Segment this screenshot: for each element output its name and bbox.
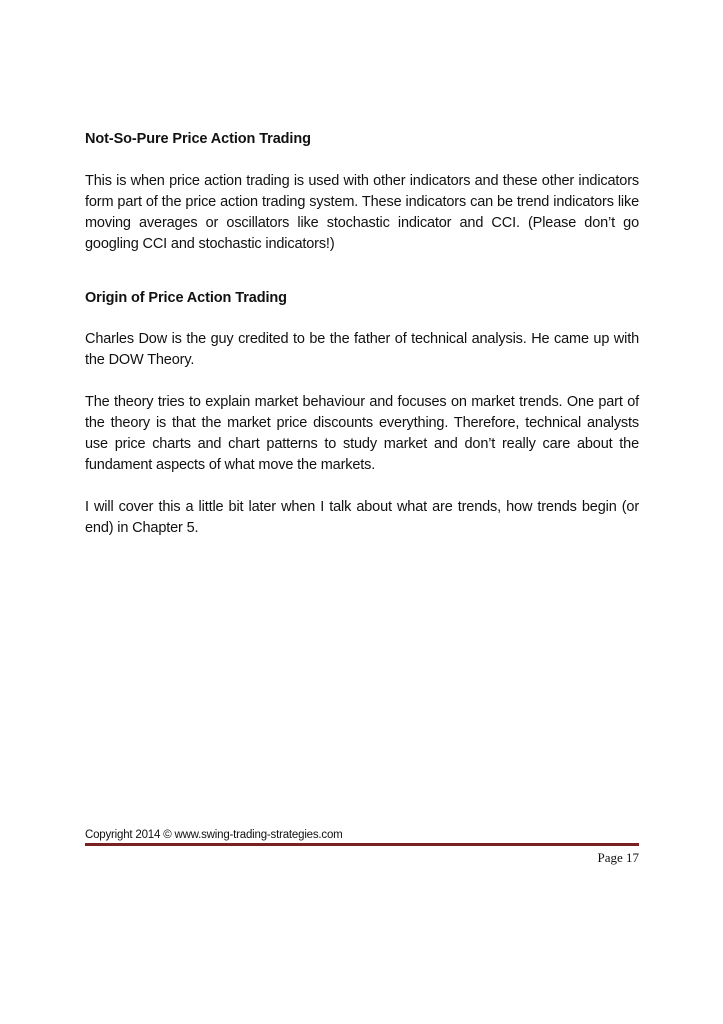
paragraph: The theory tries to explain market behaviour and focuses on market trends. One part of the theory is that the market price discounts everything. Therefore, technical analysts use price charts and chart patterns to study market and don’t really care about the fundament aspects of what move the markets. bbox=[85, 394, 639, 473]
paragraph: Charles Dow is the guy credited to be the father of technical analysis. He came up with the DOW Theory. bbox=[85, 331, 639, 368]
footer-divider bbox=[85, 843, 639, 846]
paragraph: This is when price action trading is used with other indicators and these other indicators form part of the price action trading system. These indicators can be trend indicators like moving averages or oscillators like stochastic indicator and CCI. (Please don’t go googling CCI and stochastic indicators!) bbox=[85, 173, 639, 252]
section-heading-origin: Origin of Price Action Trading bbox=[85, 290, 287, 306]
page-content bbox=[85, 129, 639, 539]
page-number: Page 17 bbox=[597, 850, 639, 865]
footer-copyright: Copyright 2014 © www.swing-trading-strategies.com bbox=[85, 829, 343, 841]
paragraph: I will cover this a little bit later when I talk about what are trends, how trends begin (or end) in Chapter 5. bbox=[85, 499, 639, 536]
section-heading-not-so-pure: Not-So-Pure Price Action Trading bbox=[85, 131, 311, 147]
